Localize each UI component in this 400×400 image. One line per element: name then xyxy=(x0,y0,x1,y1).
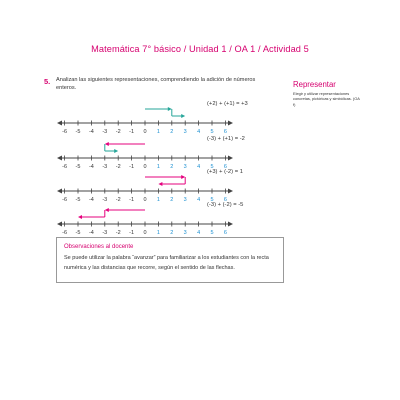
tick-label: 1 xyxy=(156,230,160,236)
tick-label: -6 xyxy=(62,129,68,135)
tick-label: -1 xyxy=(129,164,135,170)
tick-label: 0 xyxy=(143,230,147,236)
observations-title: Observaciones al docente xyxy=(64,244,134,250)
second-move-arrow-head xyxy=(181,114,185,118)
tick-label: -2 xyxy=(115,197,121,203)
tick-label: 2 xyxy=(170,197,174,203)
tick-label: -5 xyxy=(75,129,81,135)
tick-label: 0 xyxy=(143,129,147,135)
axis-arrow-left xyxy=(57,189,62,194)
observations-text: Se puede utilizar la palabra “avanzar” para familiarizar a los estudiantes con la recta numérica y las distancias que recorre, según el sentido de las flechas. xyxy=(64,255,269,271)
axis-arrow-right xyxy=(228,189,233,194)
tick-label: 1 xyxy=(156,197,160,203)
tick-label: -3 xyxy=(102,129,108,135)
tick-label: 2 xyxy=(170,164,174,170)
question-text: Analizan las siguientes representaciones, comprendiendo la adición de números enteros. xyxy=(56,77,256,91)
axis-arrow-right xyxy=(228,156,233,161)
page-title: Matemática 7° básico / Unidad 1 / OA 1 / Actividad 5 xyxy=(91,44,309,54)
equation-label: (-3) + (-2) = -5 xyxy=(207,202,244,208)
tick-label: 5 xyxy=(210,230,214,236)
tick-label: 2 xyxy=(170,129,174,135)
tick-label: 5 xyxy=(210,197,214,203)
first-move-arrow-head xyxy=(181,175,185,179)
tick-label: 6 xyxy=(223,164,227,170)
tick-label: -5 xyxy=(75,197,81,203)
tick-label: 3 xyxy=(183,164,187,170)
equation-label: (+2) + (+1) = +3 xyxy=(207,101,248,107)
tick-label: 1 xyxy=(156,129,160,135)
tick-label: -4 xyxy=(88,164,94,170)
tick-label: -2 xyxy=(115,164,121,170)
second-move-arrow-head xyxy=(158,182,162,186)
tick-label: 6 xyxy=(223,129,227,135)
skill-description: Elegir y utilizar representaciones concretas, pictóricas y simbólicas. (OA f) xyxy=(293,91,360,107)
tick-label: -2 xyxy=(115,129,121,135)
tick-label: 4 xyxy=(197,230,201,236)
number-line-4 xyxy=(55,196,244,242)
question-number: 5. xyxy=(44,77,51,86)
tick-label: 3 xyxy=(183,230,187,236)
axis-arrow-right xyxy=(228,121,233,126)
tick-label: -6 xyxy=(62,197,68,203)
tick-label: 4 xyxy=(197,164,201,170)
tick-label: -3 xyxy=(102,230,108,236)
teacher-observations-box xyxy=(56,237,284,283)
equation-label: (+3) + (-2) = 1 xyxy=(207,169,243,175)
equation-label: (-3) + (+1) = -2 xyxy=(207,136,245,142)
first-move-arrow-head xyxy=(105,208,109,212)
tick-label: -1 xyxy=(129,197,135,203)
tick-label: -5 xyxy=(75,230,81,236)
tick-label: 1 xyxy=(156,164,160,170)
axis-arrow-left xyxy=(57,156,62,161)
axis-arrow-right xyxy=(228,222,233,227)
tick-label: -1 xyxy=(129,230,135,236)
second-move-arrow-head xyxy=(78,215,82,219)
tick-label: 4 xyxy=(197,197,201,203)
tick-label: -3 xyxy=(102,164,108,170)
first-move-arrow-head xyxy=(105,142,109,146)
first-move-arrow-head xyxy=(168,107,172,111)
tick-label: 3 xyxy=(183,197,187,203)
tick-label: 4 xyxy=(197,129,201,135)
axis-arrow-left xyxy=(57,121,62,126)
tick-label: 0 xyxy=(143,197,147,203)
axis-arrow-left xyxy=(57,222,62,227)
tick-label: 6 xyxy=(223,197,227,203)
tick-label: -4 xyxy=(88,197,94,203)
second-move-arrow-head xyxy=(114,149,118,153)
tick-label: 2 xyxy=(170,230,174,236)
tick-label: -5 xyxy=(75,164,81,170)
tick-label: -4 xyxy=(88,129,94,135)
tick-label: 5 xyxy=(210,164,214,170)
tick-label: 0 xyxy=(143,164,147,170)
tick-label: -2 xyxy=(115,230,121,236)
tick-label: -1 xyxy=(129,129,135,135)
tick-label: 6 xyxy=(223,230,227,236)
tick-label: -3 xyxy=(102,197,108,203)
tick-label: -6 xyxy=(62,230,68,236)
tick-label: -6 xyxy=(62,164,68,170)
tick-label: -4 xyxy=(88,230,94,236)
tick-label: 5 xyxy=(210,129,214,135)
skill-title: Representar xyxy=(293,80,336,89)
tick-label: 3 xyxy=(183,129,187,135)
skill-sidebar xyxy=(293,80,363,107)
